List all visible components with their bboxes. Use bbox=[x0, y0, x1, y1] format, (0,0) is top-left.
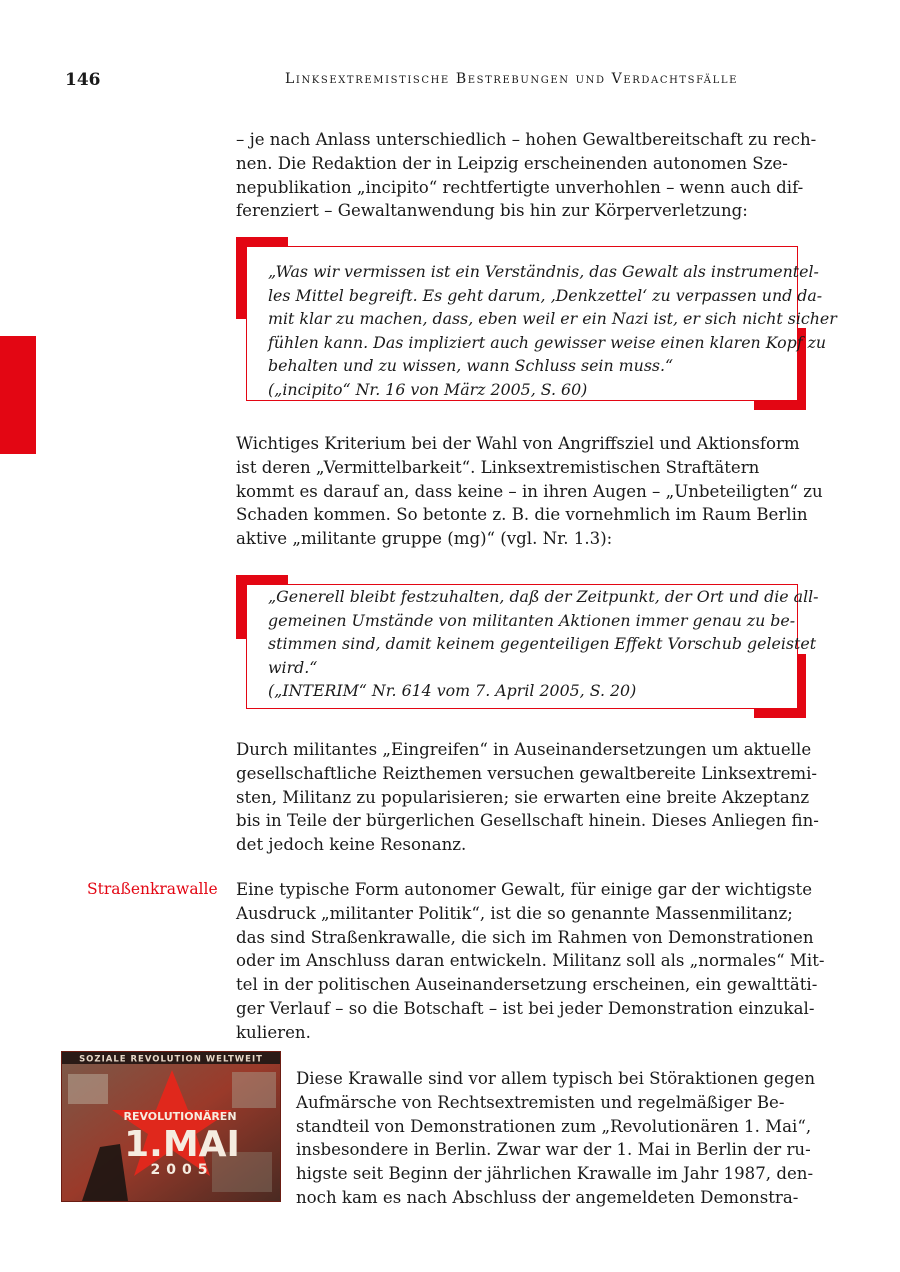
text-line: Eine typische Form autonomer Gewalt, für einige gar der wichtigste bbox=[236, 880, 813, 899]
text-line: higste seit Beginn der jährlichen Krawalle im Jahr 1987, den- bbox=[296, 1164, 814, 1184]
quote-line: fühlen kann. Das impliziert auch gewisser weise einen klaren Kopf zu bbox=[268, 332, 827, 352]
text-line: standteil von Demonstrationen zum „Revolutionären 1. Mai“, bbox=[296, 1116, 812, 1136]
quote-text bbox=[268, 585, 819, 703]
text-line: sten, Militanz zu popularisieren; sie erwarten eine breite Akzeptanz bbox=[236, 787, 810, 807]
quote-line: behalten und zu wissen, wann Schluss sein muss.“ bbox=[268, 356, 674, 376]
margin-note: Straßenkrawalle bbox=[87, 880, 218, 898]
text-line: nepublikation „incipito“ rechtfertigte unverhohlen – wenn auch dif- bbox=[236, 177, 804, 197]
quote-box-2 bbox=[236, 575, 819, 718]
text-line: bis in Teile der bürgerlichen Gesellschaft hinein. Dieses Anliegen fin- bbox=[236, 811, 819, 831]
quote-frame bbox=[246, 584, 819, 709]
text-line: – je nach Anlass unterschiedlich – hohen Gewaltbereitschaft zu rech- bbox=[236, 130, 817, 149]
text-line: oder im Anschluss daran entwickeln. Militanz soll als „normales“ Mit- bbox=[236, 951, 825, 971]
text-line: ferenziert – Gewaltanwendung bis hin zur Körperverletzung: bbox=[236, 201, 748, 221]
text-line: Schaden kommen. So betonte z. B. die vornehmlich im Raum Berlin bbox=[236, 505, 808, 525]
quote-line: les Mittel begreift. Es geht darum, ‚Denkzettel‘ zu verpassen und da- bbox=[268, 285, 823, 305]
quote-text bbox=[268, 260, 837, 402]
section-tab-marker bbox=[0, 336, 36, 454]
paragraph-1 bbox=[236, 128, 817, 223]
text-line: Diese Krawalle sind vor allem typisch bei Störaktionen gegen bbox=[296, 1069, 816, 1088]
quote-line: „Was wir vermissen ist ein Verständnis, das Gewalt als instrumentel- bbox=[268, 262, 819, 281]
page-number: 146 bbox=[65, 70, 101, 90]
text-line: gesellschaftliche Reizthemen versuchen gewaltbereite Linksextremi- bbox=[236, 763, 818, 783]
text-line: kulieren. bbox=[236, 1022, 311, 1042]
text-line: ger Verlauf – so die Botschaft – ist bei jeder Demonstration einzukal- bbox=[236, 998, 815, 1018]
text-line: Durch militantes „Eingreifen“ in Auseinandersetzungen um aktuelle bbox=[236, 740, 812, 759]
text-line: insbesondere in Berlin. Zwar war der 1. Mai in Berlin der ru- bbox=[296, 1140, 811, 1160]
quote-source: („INTERIM“ Nr. 614 vom 7. April 2005, S. 20) bbox=[268, 681, 637, 701]
text-line: det jedoch keine Resonanz. bbox=[236, 835, 467, 855]
paragraph-4 bbox=[236, 878, 825, 1045]
poster-graphic bbox=[62, 1052, 280, 1201]
may-day-poster-image bbox=[61, 1051, 281, 1202]
paragraph-2 bbox=[236, 432, 823, 551]
quote-frame bbox=[246, 246, 837, 401]
quote-box-1 bbox=[236, 237, 837, 410]
text-line: Aufmärsche von Rechtsextremisten und regelmäßiger Be- bbox=[296, 1092, 785, 1112]
text-line: das sind Straßenkrawalle, die sich im Rahmen von Demonstrationen bbox=[236, 927, 814, 947]
text-line: noch kam es nach Abschluss der angemeldeten Demonstra- bbox=[296, 1187, 799, 1207]
quote-line: mit klar zu machen, dass, eben weil er ein Nazi ist, er sich nicht sicher bbox=[268, 309, 837, 329]
paragraph-3 bbox=[236, 738, 819, 857]
text-line: Wichtiges Kriterium bei der Wahl von Angriffsziel und Aktionsform bbox=[236, 434, 800, 453]
text-line: kommt es darauf an, dass keine – in ihren Augen – „Unbeteiligten“ zu bbox=[236, 481, 823, 501]
poster-photo-block bbox=[232, 1072, 276, 1108]
text-line: nen. Die Redaktion der in Leipzig erscheinenden autonomen Sze- bbox=[236, 153, 788, 173]
text-line: aktive „militante gruppe (mg)“ (vgl. Nr. 1.3): bbox=[236, 529, 613, 549]
poster-headline: REVOLUTIONÄREN bbox=[123, 1110, 237, 1123]
text-line: ist deren „Vermittelbarkeit“. Linksextremistischen Straftätern bbox=[236, 457, 760, 477]
text-line: tel in der politischen Auseinandersetzung erscheinen, ein gewalttäti- bbox=[236, 975, 818, 995]
poster-top-banner: SOZIALE REVOLUTION WELTWEIT bbox=[79, 1054, 263, 1065]
quote-line: stimmen sind, damit keinem gegenteiligen Effekt Vorschub geleistet bbox=[268, 634, 817, 654]
quote-line: „Generell bleibt festzuhalten, daß der Zeitpunkt, der Ort und die all- bbox=[268, 587, 819, 606]
quote-source: („incipito“ Nr. 16 von März 2005, S. 60) bbox=[268, 379, 588, 399]
poster-year: 2005 bbox=[150, 1162, 214, 1178]
running-head: Linksextremistische Bestrebungen und Verdachtsfälle bbox=[285, 71, 739, 87]
quote-line: gemeinen Umstände von militanten Aktionen immer genau zu be- bbox=[268, 610, 796, 630]
paragraph-5 bbox=[296, 1067, 816, 1210]
text-line: Ausdruck „militanter Politik“, ist die so genannte Massenmilitanz; bbox=[236, 903, 793, 923]
poster-photo-block bbox=[68, 1074, 108, 1104]
poster-date-title: 1.MAI bbox=[124, 1124, 240, 1165]
quote-line: wird.“ bbox=[268, 657, 318, 677]
